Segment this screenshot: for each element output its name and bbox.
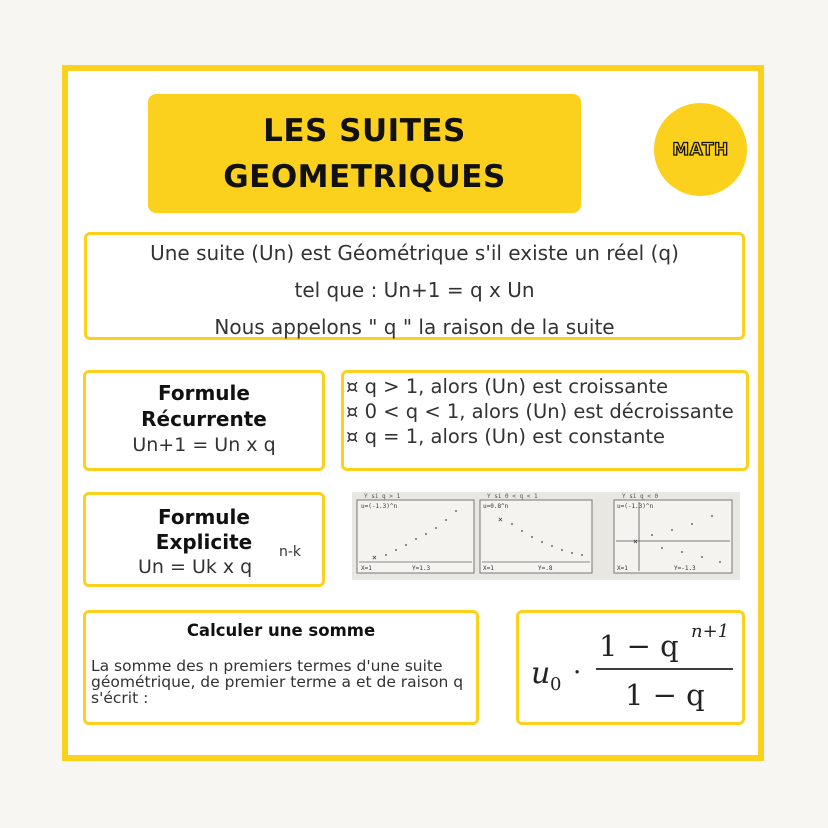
condition-constant: ¤ q = 1, alors (Un) est constante <box>346 425 666 448</box>
graph-2-xmin: X=1 <box>483 565 494 572</box>
graph-1-cursor: × <box>372 553 377 562</box>
sum-formula <box>519 613 742 722</box>
sum-heading: Calculer une somme <box>186 621 376 640</box>
title-banner <box>148 94 581 213</box>
formula-exponent: n+1 <box>691 621 730 642</box>
formula-denominator: 1 − q <box>625 678 705 712</box>
graph-2-function: u=0.8^n <box>483 503 509 510</box>
graph-3-function: u=(-1.3)^n <box>617 503 654 510</box>
graph-1-function: u=(-1.3)^n <box>361 503 398 510</box>
explicit-exponent: n-k <box>279 544 302 560</box>
graph-3-header: Y si q < 0 <box>622 493 659 500</box>
graph-2-header: Y si 0 < q < 1 <box>487 493 538 500</box>
formula-dot: · <box>573 658 582 688</box>
condition-increasing: ¤ q > 1, alors (Un) est croissante <box>346 375 669 398</box>
graph-2 <box>480 493 592 573</box>
graph-3 <box>614 493 732 573</box>
explicit-heading-1: Formule <box>158 505 250 529</box>
graph-1-ylabel: Y=1.3 <box>412 565 431 572</box>
graph-2-cursor: × <box>498 515 503 524</box>
conditions-box <box>341 370 749 471</box>
explicit-heading-2: Explicite <box>155 530 253 554</box>
math-badge <box>654 103 747 196</box>
graph-3-cursor: × <box>633 537 638 546</box>
recurrent-heading-1: Formule <box>158 381 250 405</box>
explicit-formula-box <box>83 492 325 587</box>
graph-1-xmin: X=1 <box>361 565 372 572</box>
graphs-svg <box>352 492 740 580</box>
definition-line-3: Nous appelons " q " la raison de la suite <box>214 315 615 339</box>
graph-3-xmin: X=1 <box>617 565 628 572</box>
graph-1 <box>357 493 474 573</box>
definition-line-1: Une suite (Un) est Géométrique s'il existe un réel (q) <box>150 241 679 265</box>
calculator-graphs-photo <box>352 492 740 580</box>
formula-u-subscript: 0 <box>550 674 562 695</box>
sum-box <box>83 610 479 725</box>
title-line-1: LES SUITES <box>263 112 466 149</box>
sum-formula-box <box>516 610 745 725</box>
graph-3-ylabel: Y=-1.3 <box>674 565 696 572</box>
condition-decreasing: ¤ 0 < q < 1, alors (Un) est décroissante <box>346 400 734 423</box>
definition-line-2: tel que : Un+1 = q x Un <box>294 278 535 302</box>
badge-label: MATH <box>672 139 729 160</box>
graph-1-header: Y si q > 1 <box>364 493 401 500</box>
graph-2-ylabel: Y=.8 <box>538 565 553 572</box>
recurrent-formula-box <box>83 370 325 471</box>
recurrent-heading-2: Récurrente <box>141 407 267 431</box>
explicit-formula: Un = Uk x q <box>138 556 253 578</box>
sum-text: La somme des n premiers termes d'une suite géométrique, de premier terme a et de raison q s'écrit : <box>91 657 464 707</box>
formula-numerator: 1 − q <box>599 629 679 663</box>
formula-u: u <box>531 656 551 691</box>
title-line-2: GEOMETRIQUES <box>223 158 506 195</box>
definition-box <box>84 232 745 340</box>
recurrent-formula: Un+1 = Un x q <box>132 434 276 456</box>
